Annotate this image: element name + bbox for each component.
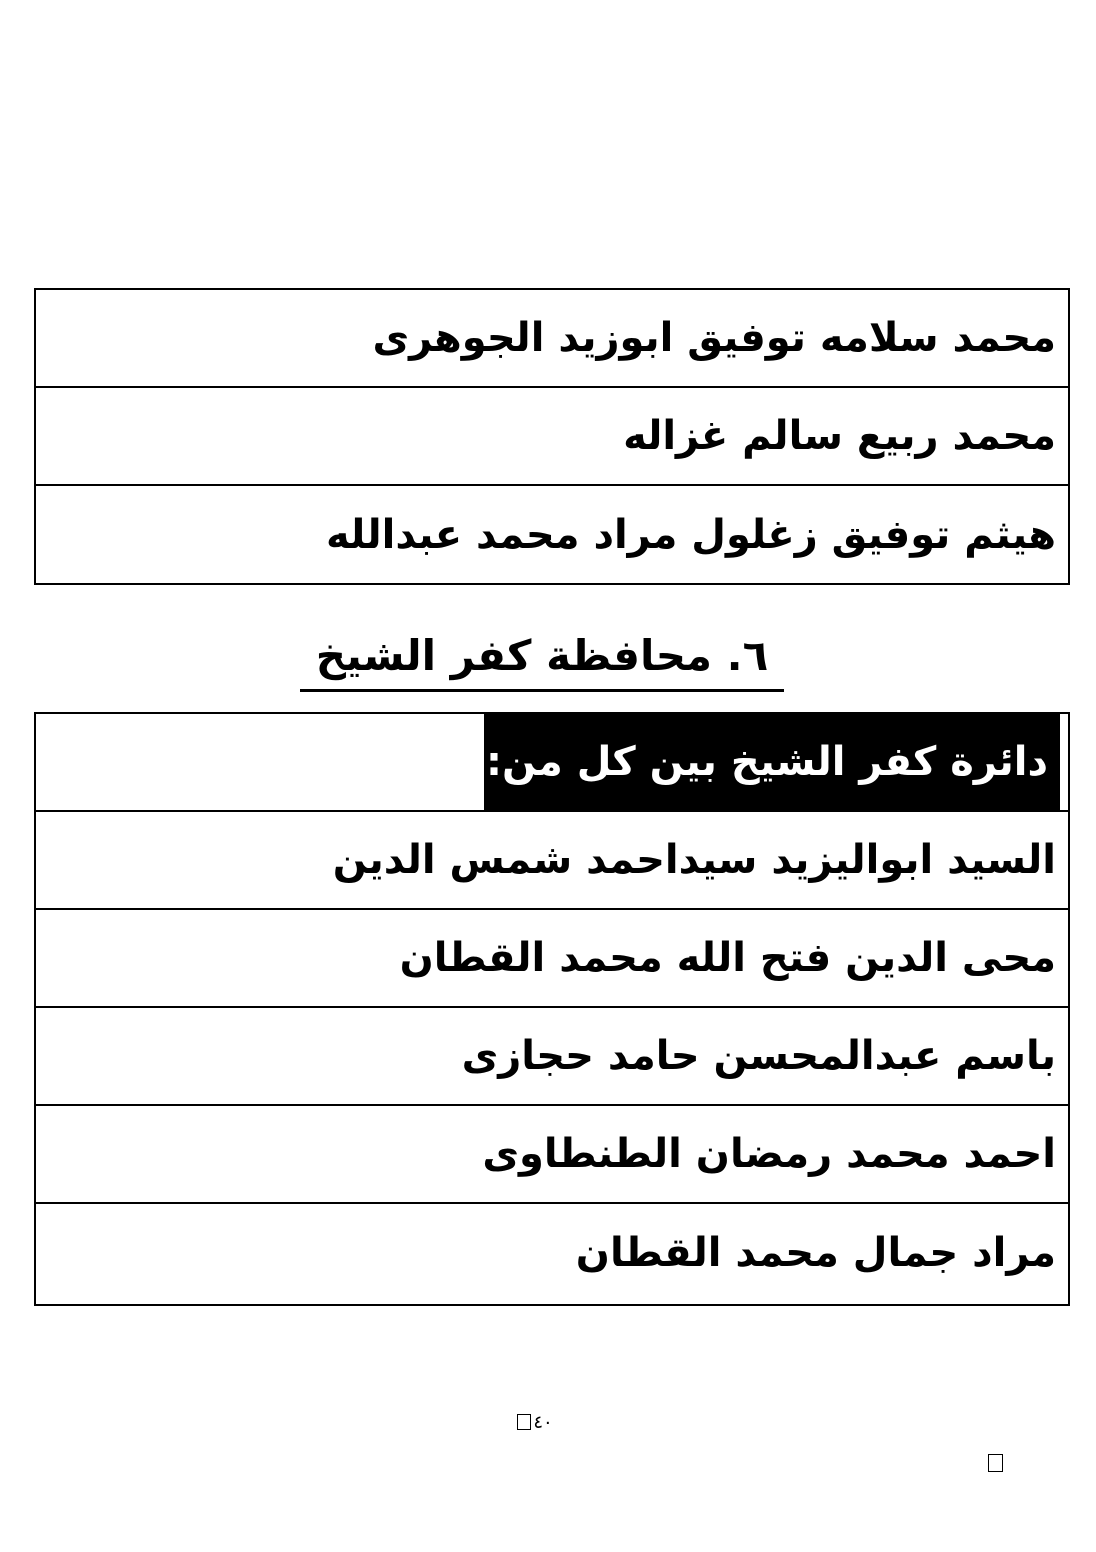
table-header-row (36, 714, 1068, 812)
constituency-header: دائرة كفر الشيخ بين كل من: (484, 714, 1060, 810)
table-row: احمد محمد رمضان الطنطاوى (36, 1106, 1068, 1204)
page-number-text: ٤٠ (533, 1411, 553, 1433)
table-row: مراد جمال محمد القطان (575, 1230, 1056, 1276)
names-table-top (34, 288, 1070, 585)
section-heading: ٦. محافظة كفر الشيخ (300, 626, 784, 692)
missing-glyph-icon (988, 1454, 1003, 1472)
names-table-kafr-el-sheikh (34, 712, 1070, 1306)
table-row: محمد سلامه توفيق ابوزيد الجوهرى (36, 290, 1068, 388)
table-row: محى الدين فتح الله محمد القطان (36, 910, 1068, 1008)
page-number (500, 1408, 570, 1436)
missing-glyph-icon (517, 1414, 531, 1430)
table-row: السيد ابواليزيد سيداحمد شمس الدين (36, 812, 1068, 910)
table-row: باسم عبدالمحسن حامد حجازى (36, 1008, 1068, 1106)
table-row: محمد ربيع سالم غزاله (36, 388, 1068, 486)
table-row: هيثم توفيق زغلول مراد محمد عبدالله (326, 512, 1056, 558)
